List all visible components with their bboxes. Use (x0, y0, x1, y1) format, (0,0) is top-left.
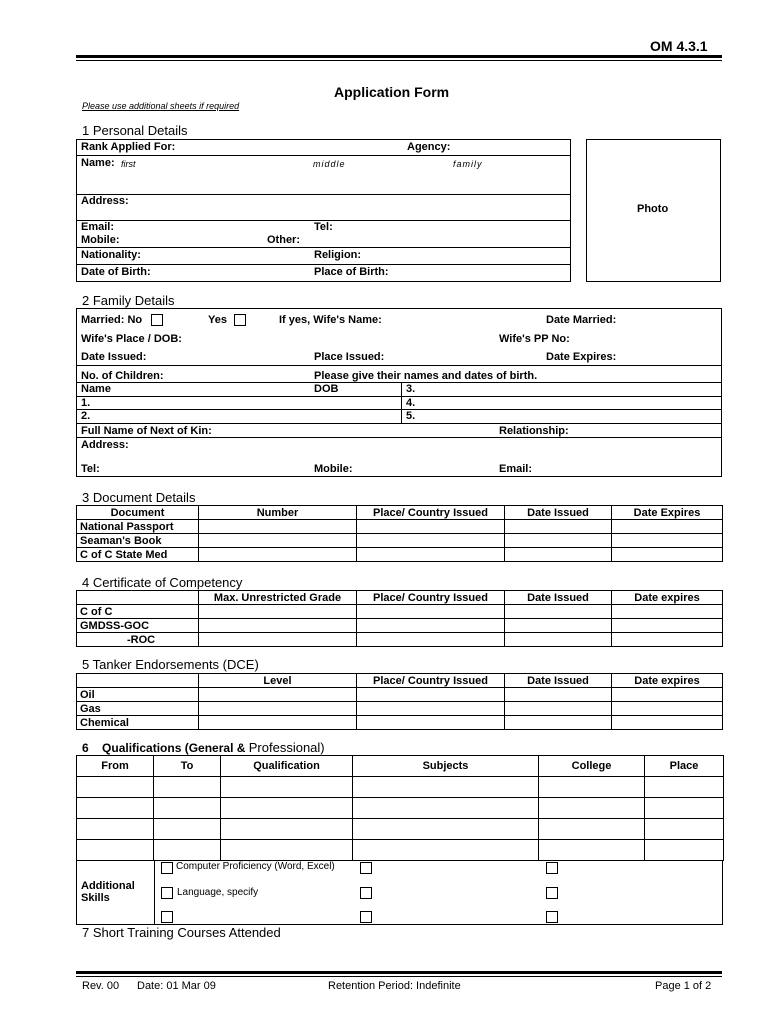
table-row (77, 798, 724, 819)
agency-label: Agency: (407, 141, 451, 153)
certificate-header-date-issued: Date Issued (505, 591, 612, 605)
footer-revision: Rev. 00 (82, 980, 120, 992)
table-row (77, 548, 723, 562)
certificate-header-grade: Max. Unrestricted Grade (199, 591, 357, 605)
documents-header-number: Number (199, 506, 357, 520)
computer-proficiency-label: Computer Proficiency (Word, Excel) (176, 861, 335, 872)
kin-mobile-label: Mobile: (314, 463, 353, 475)
section-personal-heading: 1 Personal Details (82, 123, 188, 138)
children-note: Please give their names and dates of birth. (314, 370, 538, 382)
footer-rule-thin (76, 976, 722, 977)
children-label: No. of Children: (81, 370, 164, 382)
language-label: Language, specify (177, 887, 259, 898)
relationship-label: Relationship: (499, 425, 569, 437)
date-married-label: Date Married: (546, 314, 617, 326)
section-family-heading: 2 Family Details (82, 293, 175, 308)
tanker-row-label: Chemical (77, 716, 199, 730)
footer-date: Date: 01 Mar 09 (137, 980, 216, 992)
footer-retention: Retention Period: Indefinite (328, 980, 461, 992)
kin-email-label: Email: (499, 463, 533, 475)
qual-header-to: To (154, 756, 221, 777)
document-row-label: Seaman's Book (77, 534, 199, 548)
tanker-table (76, 673, 723, 730)
place-issued-label: Place Issued: (314, 351, 385, 363)
tanker-header-date-issued: Date Issued (505, 674, 612, 688)
rank-applied-label: Rank Applied For: (81, 141, 176, 153)
instructions-note: Please use additional sheets if required (82, 101, 240, 111)
table-row (77, 605, 723, 619)
wife-name-label: If yes, Wife's Name: (279, 314, 382, 326)
qualifications-table (76, 755, 724, 861)
date-expires-label: Date Expires: (546, 351, 617, 363)
child-4: 4. (406, 397, 416, 409)
table-row (77, 633, 723, 647)
qual-header-subjects: Subjects (353, 756, 539, 777)
section-tanker-heading: 5 Tanker Endorsements (DCE) (82, 657, 259, 672)
tanker-header-date-expires: Date expires (612, 674, 723, 688)
page-title: Application Form (334, 84, 450, 100)
child-3: 3. (406, 383, 416, 395)
child-1: 1. (81, 397, 91, 409)
document-row-label: National Passport (77, 520, 199, 534)
photo-label: Photo (637, 203, 669, 215)
documents-header-date-issued: Date Issued (505, 506, 612, 520)
table-row (77, 819, 724, 840)
tanker-row-label: Oil (77, 688, 199, 702)
header-rule-thin (76, 60, 722, 61)
other-label: Other: (267, 234, 300, 246)
documents-table (76, 505, 723, 562)
certificate-header-place: Place/ Country Issued (357, 591, 505, 605)
table-row (77, 688, 723, 702)
language-checkbox[interactable] (161, 887, 173, 899)
married-yes-checkbox[interactable] (234, 314, 246, 326)
footer-page-number: Page 1 of 2 (655, 980, 712, 992)
kin-address-label: Address: (81, 439, 129, 451)
document-row-label: C of C State Med (77, 548, 199, 562)
table-row (77, 702, 723, 716)
tanker-row-label: Gas (77, 702, 199, 716)
address-label: Address: (81, 195, 129, 207)
document-code: OM 4.3.1 (650, 38, 708, 54)
tanker-header-level: Level (199, 674, 357, 688)
name-label: Name: (81, 157, 115, 169)
child-dob-header: DOB (314, 383, 339, 395)
first-name-hint: first (121, 159, 136, 169)
table-row (77, 619, 723, 633)
certificate-row-label: -ROC (77, 633, 199, 647)
next-of-kin-label: Full Name of Next of Kin: (81, 425, 212, 437)
certificate-row-label: GMDSS-GOC (77, 619, 199, 633)
table-row (77, 716, 723, 730)
married-no-checkbox[interactable] (151, 314, 163, 326)
qual-header-place: Place (645, 756, 724, 777)
wife-place-dob-label: Wife's Place / DOB: (81, 333, 182, 345)
skill-checkbox[interactable] (546, 862, 558, 874)
place-of-birth-label: Place of Birth: (314, 266, 389, 278)
tel-label: Tel: (314, 221, 333, 233)
section-qualifications-heading: 6 Qualifications (General & Professional) (82, 740, 325, 755)
date-issued-label: Date Issued: (81, 351, 147, 363)
qual-header-from: From (77, 756, 154, 777)
documents-header-date-expires: Date Expires (612, 506, 723, 520)
tanker-header-place: Place/ Country Issued (357, 674, 505, 688)
table-row (77, 520, 723, 534)
footer-rule (76, 971, 722, 974)
date-of-birth-label: Date of Birth: (81, 266, 151, 278)
table-row (77, 534, 723, 548)
documents-header-place: Place/ Country Issued (357, 506, 505, 520)
skill-checkbox[interactable] (360, 862, 372, 874)
skill-checkbox[interactable] (546, 887, 558, 899)
certificate-table (76, 590, 723, 647)
child-5: 5. (406, 410, 416, 422)
child-name-header: Name (81, 383, 111, 395)
child-2: 2. (81, 410, 91, 422)
skill-checkbox[interactable] (546, 911, 558, 923)
certificate-header-date-expires: Date expires (612, 591, 723, 605)
section-documents-heading: 3 Document Details (82, 490, 196, 505)
header-rule (76, 55, 722, 58)
section-certificate-heading: 4 Certificate of Competency (82, 575, 243, 590)
documents-header-document: Document (77, 506, 199, 520)
nationality-label: Nationality: (81, 249, 141, 261)
mobile-label: Mobile: (81, 234, 120, 246)
skill-checkbox[interactable] (360, 887, 372, 899)
table-row (77, 777, 724, 798)
additional-skills-label: Additional Skills (81, 880, 135, 904)
certificate-row-label: C of C (77, 605, 199, 619)
family-name-hint: family (453, 159, 483, 169)
skill-checkbox[interactable] (360, 911, 372, 923)
religion-label: Religion: (314, 249, 362, 261)
qual-header-qualification: Qualification (221, 756, 353, 777)
married-yes-label: Yes (208, 314, 227, 326)
kin-tel-label: Tel: (81, 463, 100, 475)
married-no-label: Married: No (81, 314, 143, 326)
email-label: Email: (81, 221, 115, 233)
section-training-heading: 7 Short Training Courses Attended (82, 925, 281, 940)
qual-header-college: College (539, 756, 645, 777)
wife-pp-label: Wife's PP No: (499, 333, 570, 345)
middle-name-hint: middle (313, 159, 346, 169)
skill-checkbox[interactable] (161, 911, 173, 923)
table-row (77, 840, 724, 861)
